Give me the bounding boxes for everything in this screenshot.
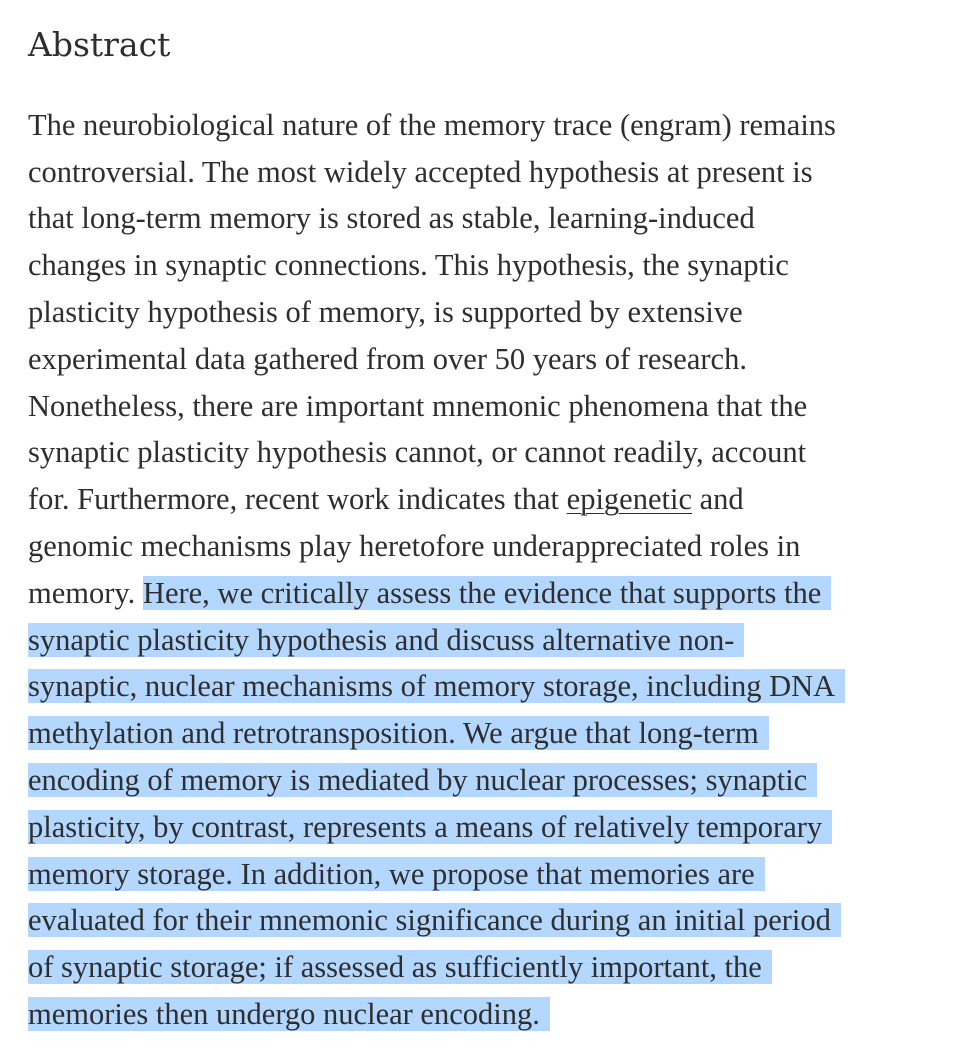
abstract-line (28, 851, 765, 898)
selected-text[interactable]: synaptic plasticity hypothesis and discuss alternative non- (28, 623, 744, 657)
abstract-line (28, 476, 744, 523)
abstract-line (28, 102, 836, 149)
line-text: changes in synaptic connections. This hypothesis, the synaptic (28, 248, 789, 282)
abstract-line (28, 523, 800, 570)
selected-text[interactable]: plasticity, by contrast, represents a means of relatively temporary (28, 810, 832, 844)
abstract-line (28, 195, 755, 242)
selected-text[interactable]: of synaptic storage; if assessed as sufficiently important, the (28, 950, 772, 984)
abstract-line (28, 944, 772, 991)
selected-text[interactable]: encoding of memory is mediated by nuclear processes; synaptic (28, 763, 817, 797)
line-text: plasticity hypothesis of memory, is supported by extensive (28, 295, 743, 329)
selected-text[interactable]: memories then undergo nuclear encoding. (28, 997, 550, 1031)
abstract-line (28, 242, 789, 289)
abstract-line (28, 336, 747, 383)
line-text: memory. (28, 576, 143, 610)
abstract-line (28, 757, 817, 804)
abstract-line (28, 149, 813, 196)
abstract-heading: Abstract (28, 25, 171, 64)
abstract-line (28, 289, 743, 336)
line-text: The neurobiological nature of the memory trace (engram) remains (28, 108, 836, 142)
line-text: for. Furthermore, recent work indicates that (28, 482, 567, 516)
selected-text[interactable]: methylation and retrotransposition. We argue that long-term (28, 716, 769, 750)
selected-text[interactable]: Here, we critically assess the evidence that supports the (143, 576, 831, 610)
abstract-line (28, 804, 832, 851)
abstract-line (28, 429, 806, 476)
epigenetic-link[interactable]: epigenetic (566, 482, 692, 516)
line-text: genomic mechanisms play heretofore underappreciated roles in (28, 529, 801, 563)
line-text: synaptic plasticity hypothesis cannot, or cannot readily, account (28, 435, 807, 469)
abstract-line (28, 710, 769, 757)
abstract-line (28, 617, 744, 664)
selected-text[interactable]: memory storage. In addition, we propose that memories are (28, 857, 765, 891)
line-text: Nonetheless, there are important mnemonic phenomena that the (28, 389, 808, 423)
abstract-line (28, 570, 831, 617)
selected-text[interactable]: evaluated for their mnemonic significance during an initial period (28, 903, 841, 937)
abstract-line (28, 991, 550, 1038)
line-text: that long-term memory is stored as stable, learning-induced (28, 201, 755, 235)
line-text: controversial. The most widely accepted hypothesis at present is (28, 155, 813, 189)
line-text: and (691, 482, 744, 516)
line-text: experimental data gathered from over 50 years of research. (28, 342, 747, 376)
abstract-line (28, 383, 807, 430)
abstract-line (28, 897, 841, 944)
abstract-line (28, 663, 845, 710)
selected-text[interactable]: synaptic, nuclear mechanisms of memory storage, including DNA (28, 669, 845, 703)
